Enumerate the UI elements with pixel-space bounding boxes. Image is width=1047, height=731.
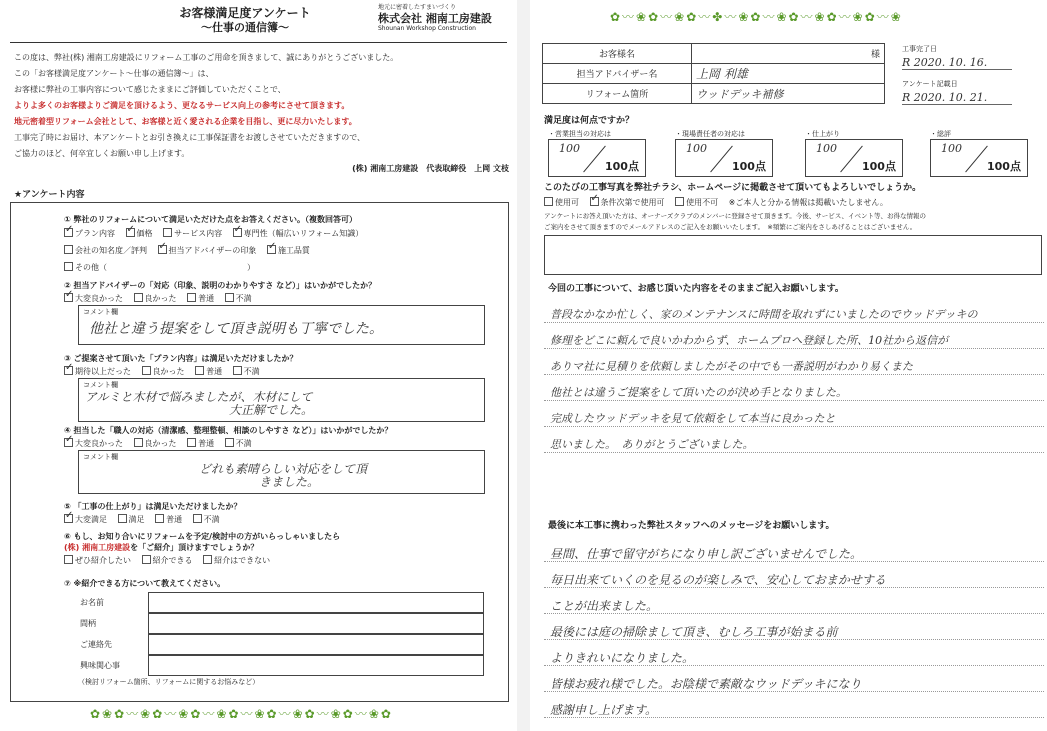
message-title: 最後に本工事に携わった弊社スタッフへのメッセージをお願いします。 bbox=[548, 521, 835, 531]
option-label: 条件次第で使用可 bbox=[600, 198, 665, 207]
intro-line: 工事完了時にお届け、本アンケートとお引き換えに工事保証書をお渡しさせていただきますので、 bbox=[14, 133, 366, 142]
checkbox[interactable] bbox=[64, 293, 73, 302]
handwritten-line: 普段なかなか忙しく、家のメンテナンスに時間を取れずにいましたのでウッドデッキの bbox=[550, 308, 978, 321]
option-label: 使用不可 bbox=[686, 198, 719, 207]
question-7-text: ⑦ ※紹介できる方について教えてください。 bbox=[64, 579, 226, 588]
handwritten-line: 思いました。 ありがとうございました。 bbox=[550, 438, 754, 451]
referral-relation-input[interactable] bbox=[148, 613, 484, 634]
comment-label: コメント欄 bbox=[83, 381, 118, 389]
intro-highlight: よりよ多くのお客様よりご満足を頂けるよう、更なるサービス向上の参考にさせて頂きます。 bbox=[14, 101, 350, 110]
checkbox[interactable] bbox=[675, 197, 684, 206]
score-max: 100点 bbox=[732, 160, 766, 173]
option-label: 使用可 bbox=[555, 198, 579, 207]
field-label: ご連絡先 bbox=[80, 640, 112, 649]
checkbox[interactable] bbox=[163, 228, 172, 237]
company-highlight: (株) 湘南工房建設 bbox=[64, 543, 131, 552]
signature: (株) 湘南工房建設 代表取締役 上岡 文枝 bbox=[352, 164, 509, 173]
comment-text: どれも素晴らしい対応をして頂 bbox=[199, 462, 368, 476]
comment-text: アルミと木材で悩みましたが、木材にして bbox=[85, 390, 313, 404]
handwritten-line: 修理をどこに頼んで良いかわからず、ホームプロへ登録した所、10社から返信が bbox=[550, 334, 949, 347]
checkbox[interactable] bbox=[64, 438, 73, 447]
referral-note: （検討リフォーム箇所、リフォームに関するお悩みなど） bbox=[78, 678, 260, 686]
option-label: 大変良かった bbox=[75, 294, 123, 303]
customer-suffix: 様 bbox=[870, 50, 880, 60]
checkbox[interactable] bbox=[193, 514, 202, 523]
checkbox[interactable] bbox=[590, 197, 599, 206]
intro-line: ご協力のほど、何卒宜しくお願い申し上げます。 bbox=[14, 149, 190, 158]
option-label: 施工品質 bbox=[277, 246, 310, 255]
intro-highlight: 地元密着型リフォーム会社として、お客様と近く愛される企業を目指し、更に尽力いたします。 bbox=[14, 117, 357, 126]
checkbox[interactable] bbox=[134, 293, 143, 302]
score-box[interactable] bbox=[548, 139, 646, 177]
comment-text: 大正解でした。 bbox=[229, 403, 314, 417]
recorded-date-field[interactable]: R 2020. 10. 21. bbox=[902, 91, 1012, 105]
option-label: 大変良かった bbox=[75, 439, 123, 448]
option-label: 普通 bbox=[198, 294, 215, 303]
handwritten-line: 最後には庭の掃除まして頂き、むしろ工事が始まる前 bbox=[550, 625, 838, 639]
message-area[interactable] bbox=[544, 537, 1044, 727]
photo-consent-options bbox=[544, 197, 888, 208]
comment-label: コメント欄 bbox=[83, 308, 118, 316]
option-label: 担当アドバイザーの印象 bbox=[168, 246, 257, 255]
intro-text bbox=[14, 52, 509, 174]
comment-label: コメント欄 bbox=[83, 453, 118, 461]
customer-name-field[interactable] bbox=[692, 44, 885, 64]
comment-box-2[interactable] bbox=[78, 305, 485, 345]
option-label: 不満 bbox=[235, 439, 252, 448]
referral-interest-input[interactable] bbox=[148, 655, 484, 676]
satisfaction-title: 満足度は何点ですか？ bbox=[544, 116, 635, 126]
option-label: 不満 bbox=[203, 515, 220, 524]
option-label: 良かった bbox=[144, 294, 177, 303]
checkbox[interactable] bbox=[64, 366, 73, 375]
advisor-label: 担当アドバイザー名 bbox=[543, 64, 692, 84]
score-value: 100 bbox=[686, 142, 707, 155]
checkbox[interactable] bbox=[142, 366, 151, 375]
score-value: 100 bbox=[816, 142, 837, 155]
handwritten-line: ありマ社に見積りを依頼しましたがその中でも一番説明がわかり易くまた bbox=[550, 360, 913, 373]
option-label: 期待以上だった bbox=[75, 367, 131, 376]
checkbox[interactable] bbox=[187, 438, 196, 447]
score-box[interactable] bbox=[805, 139, 903, 177]
handwritten-line: 他社とは違うご提案をして頂いたのが決め手となりました。 bbox=[550, 386, 847, 399]
advisor-name-field[interactable]: 上岡 利雄 bbox=[692, 64, 885, 84]
comment-box-3[interactable] bbox=[78, 378, 485, 422]
member-desc: ご案内をさせて頂きますのでメールアドレスのご記入をお願いいたします。 ※頻繁にご案内をさしあげることはございません。 bbox=[544, 223, 917, 231]
impression-area[interactable] bbox=[544, 300, 1044, 480]
survey-right-page bbox=[530, 0, 1047, 731]
handwritten-line: 完成したウッドデッキを見て依頼をして本当に良かったと bbox=[550, 412, 836, 425]
checkbox[interactable] bbox=[158, 245, 167, 254]
handwritten-line: 感謝申し上げます。 bbox=[550, 703, 658, 717]
checkbox[interactable] bbox=[64, 555, 73, 564]
comment-text: きました。 bbox=[259, 475, 320, 489]
option-label: 普通 bbox=[166, 515, 183, 524]
question-6 bbox=[64, 531, 504, 566]
option-label: 専門性（幅広いリフォーム知識） bbox=[243, 229, 364, 238]
completed-date-label: 工事完了日 bbox=[902, 45, 937, 53]
handwritten-line: ことが出来ました。 bbox=[550, 599, 659, 613]
form-subtitle: 〜仕事の通信簿〜 bbox=[201, 21, 289, 34]
option-label: 価格 bbox=[136, 229, 153, 238]
option-label: 不満 bbox=[243, 367, 260, 376]
checkbox[interactable] bbox=[267, 245, 276, 254]
option-label: 紹介はできない bbox=[214, 556, 271, 565]
photo-note: ※ご本人と分かる情報は掲載いたしません。 bbox=[728, 198, 888, 207]
photo-consent-title: このたびの工事写真を弊社チラシ、ホームページに掲載させて頂いてもよろしいでしょうか。 bbox=[544, 183, 922, 193]
checkbox[interactable] bbox=[233, 366, 242, 375]
handwritten-line: 毎日出来ていくのを見るのが楽しみで、安心しておまかせする bbox=[550, 573, 886, 587]
company-logo bbox=[378, 4, 508, 33]
header-title-block bbox=[140, 6, 350, 35]
email-input[interactable] bbox=[544, 235, 1042, 275]
option-label: 満足 bbox=[128, 515, 145, 524]
score-box[interactable] bbox=[675, 139, 773, 177]
company-tagline: 地元に密着したすまいづくり bbox=[378, 4, 457, 11]
company-name: 株式会社 湘南工房建設 bbox=[378, 12, 492, 25]
checkbox[interactable] bbox=[187, 293, 196, 302]
member-desc: アンケートにお答え頂いた方は、オーナーズクラブのメンバーに登録させて頂きます。今後、サービス、イベント等、お得な情報の bbox=[544, 212, 927, 220]
option-label: 普通 bbox=[206, 367, 223, 376]
question-1-text: ① 弊社のリフォームについて満足いただけた点をお答えください。（複数回答可） bbox=[64, 215, 357, 224]
option-label: 普通 bbox=[198, 439, 215, 448]
impression-title: 今回の工事について、お感じ頂いた内容をそのままご記入お願いします。 bbox=[548, 284, 844, 294]
question-6-text-rest: を「ご紹介」頂けますでしょうか？ bbox=[130, 543, 259, 552]
option-label: サービス内容 bbox=[174, 229, 223, 238]
page-gutter bbox=[517, 0, 530, 731]
option-label: プラン内容 bbox=[75, 229, 115, 238]
recorded-date-label: アンケート記載日 bbox=[902, 80, 958, 88]
handwritten-line: よりきれいになりました。 bbox=[550, 651, 695, 665]
checkbox[interactable] bbox=[203, 555, 212, 564]
option-label: その他（ bbox=[75, 263, 107, 272]
score-label: ・仕上がり bbox=[805, 130, 840, 138]
question-1: ① 弊社のリフォームについて満足いただけた点をお答えください。（複数回答可） ✓プラン内容 ✓ 価格 サービス内容 ✓ 専門性（幅広いリフォーム知識） 会社の知名度／評判 ✓ 担当アドバイザーの印象 ✓ 施工品質 その他（ ） bbox=[64, 214, 504, 273]
score-max: 100点 bbox=[862, 160, 896, 173]
question-4-text: ④ 担当した「職人の対応（清潔感、整理整頓、相談のしやすさ など）」はいかがでしたか？ bbox=[64, 426, 393, 435]
company-name-en: Shounan Workshop Construction bbox=[378, 25, 476, 32]
handwritten-line: 昼間、仕事で留守がちになり申し訳ございませんでした。 bbox=[550, 547, 863, 561]
customer-info-table bbox=[542, 43, 885, 104]
checkbox[interactable] bbox=[233, 228, 242, 237]
score-max: 100点 bbox=[987, 160, 1021, 173]
checkbox[interactable] bbox=[195, 366, 204, 375]
question-6-text: ⑥ もし、お知り合いにリフォームを予定/検討中の方がいらっしゃいましたら bbox=[64, 532, 341, 541]
form-title: お客様満足度アンケート bbox=[179, 6, 311, 20]
field-label: 興味関心事 bbox=[80, 661, 120, 670]
checkbox[interactable] bbox=[134, 438, 143, 447]
option-label: 良かった bbox=[152, 367, 185, 376]
option-label: 会社の知名度／評判 bbox=[75, 246, 147, 255]
option-label: ぜひ紹介したい bbox=[75, 556, 131, 565]
question-5 bbox=[64, 501, 504, 525]
score-label: ・営業担当の対応は bbox=[548, 130, 611, 138]
area-label: リフォーム箇所 bbox=[543, 84, 692, 104]
intro-line: この度は、弊社(株) 湘南工房建設にリフォーム工事のご用命を頂きまして、誠にありがとうございました。 bbox=[14, 53, 399, 62]
checkbox[interactable] bbox=[142, 555, 151, 564]
option-label: 良かった bbox=[144, 439, 177, 448]
option-label: 大変満足 bbox=[75, 515, 107, 524]
referral-contact-input[interactable] bbox=[148, 634, 484, 655]
customer-label: お客様名 bbox=[543, 44, 692, 64]
section-title: ★アンケート内容 bbox=[14, 190, 85, 200]
question-2-text: ② 担当アドバイザーの「対応（印象、説明のわかりやすさ など）」はいかがでしたか？ bbox=[64, 281, 377, 290]
checkbox[interactable] bbox=[118, 514, 127, 523]
checkbox[interactable] bbox=[64, 262, 73, 271]
field-label: お名前 bbox=[80, 598, 104, 607]
question-2 bbox=[64, 280, 504, 304]
checkbox[interactable] bbox=[225, 293, 234, 302]
checkbox[interactable] bbox=[64, 245, 73, 254]
survey-left-page bbox=[0, 0, 517, 731]
score-max: 100点 bbox=[605, 160, 639, 173]
question-3-text: ③ ご提案させて頂いた「プラン内容」は満足いただけましたか？ bbox=[64, 354, 298, 363]
checkbox[interactable] bbox=[64, 228, 73, 237]
header-divider bbox=[10, 42, 507, 43]
intro-line: お客様に弊社の工事内容について感じたままにご評価していただくことで、 bbox=[14, 85, 286, 94]
option-label: 紹介できる bbox=[152, 556, 193, 565]
vine-decoration-icon: ✿〰❀✿〰❀✿〰✤〰❀✿〰❀✿〰❀✿〰❀✿〰❀ bbox=[610, 10, 903, 24]
score-box[interactable] bbox=[930, 139, 1028, 177]
checkbox[interactable] bbox=[225, 438, 234, 447]
area-field[interactable]: ウッドデッキ補修 bbox=[692, 84, 885, 104]
intro-line: この「お客様満足度アンケート〜仕事の通信簿〜」は、 bbox=[14, 69, 214, 78]
score-label: ・総評 bbox=[930, 130, 951, 138]
checkbox[interactable] bbox=[126, 228, 135, 237]
vine-decoration-icon: ✿❀✿〰❀✿〰❀✿〰❀✿〰❀✿〰❀✿〰❀✿〰❀✿ bbox=[90, 707, 393, 721]
completed-date-field[interactable]: R 2020. 10. 16. bbox=[902, 56, 1012, 70]
option-label: 不満 bbox=[235, 294, 252, 303]
question-4 bbox=[64, 425, 509, 449]
question-5-text: ⑤ 「工事の仕上がり」は満足いただけましたか？ bbox=[64, 502, 242, 511]
checkbox[interactable] bbox=[64, 514, 73, 523]
handwritten-line: 皆様お疲れ様でした。お陰様で素敵なウッドデッキになり bbox=[550, 677, 862, 691]
score-value: 100 bbox=[559, 142, 580, 155]
comment-text: 他社と違う提案をして頂き説明も丁寧でした。 bbox=[89, 321, 383, 337]
referral-name-input[interactable] bbox=[148, 592, 484, 613]
score-value: 100 bbox=[941, 142, 962, 155]
checkbox[interactable] bbox=[544, 197, 553, 206]
question-3 bbox=[64, 353, 504, 377]
referral-form bbox=[64, 592, 484, 676]
comment-box-4[interactable] bbox=[78, 450, 485, 494]
field-label: 間柄 bbox=[80, 619, 96, 628]
checkbox[interactable] bbox=[155, 514, 164, 523]
score-label: ・現場責任者の対応は bbox=[675, 130, 745, 138]
